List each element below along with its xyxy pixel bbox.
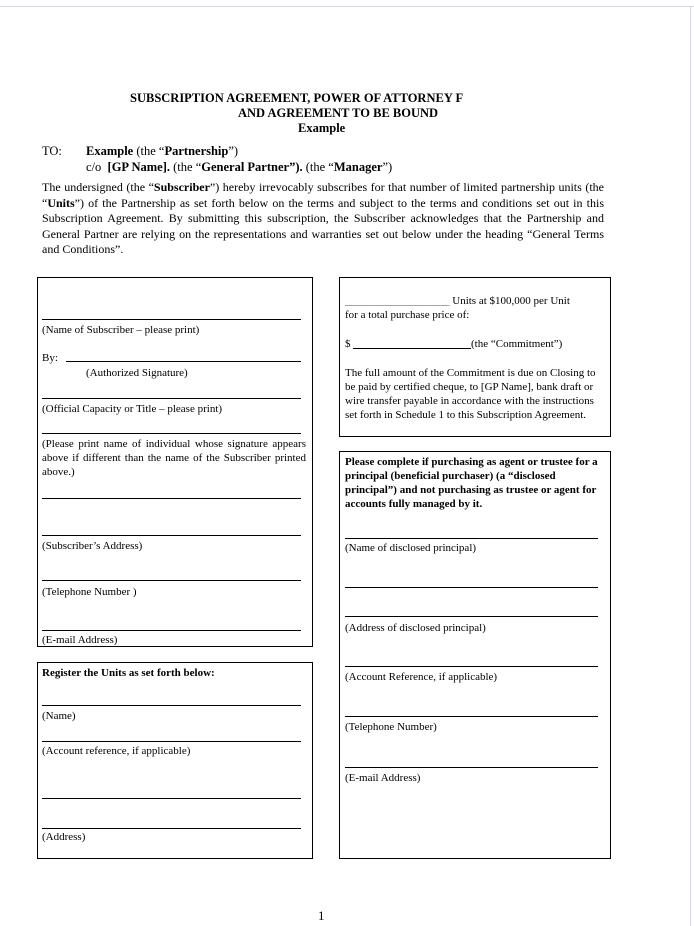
by-label: By: — [42, 352, 58, 364]
principal-account-label: (Account Reference, if applicable) — [345, 671, 498, 683]
partnership-post: ”) — [228, 144, 239, 158]
units-line — [345, 294, 570, 308]
units-text-2: for a total purchase price of: — [345, 309, 470, 321]
partnership-term: Partnership — [164, 144, 229, 158]
register-box — [37, 662, 313, 859]
principal-name-line[interactable] — [345, 538, 598, 539]
page-top-border — [0, 6, 694, 7]
principal-account-line[interactable] — [345, 666, 598, 667]
document-title — [130, 91, 490, 136]
register-heading: Register the Units as set forth below: — [42, 667, 215, 679]
partnership-name: Example — [86, 144, 134, 158]
subscriber-telephone-label: (Telephone Number ) — [42, 586, 137, 598]
mgr-term: Manager — [333, 160, 383, 174]
commitment-label: (the “Commitment”) — [471, 338, 563, 350]
principal-address-line-2[interactable] — [345, 616, 598, 617]
intro-part-2: ”) hereby irrevocably subscribes for that number of limited partnership units (the “ — [42, 180, 605, 210]
register-account-label: (Account reference, if applicable) — [42, 745, 191, 757]
principal-telephone-line[interactable] — [345, 716, 598, 717]
gp-post: ”). — [289, 160, 303, 174]
gp-pre: (the “ — [170, 160, 202, 174]
co-prefix: c/o — [86, 160, 108, 174]
register-address-line-1[interactable] — [42, 798, 301, 799]
closing-text: The full amount of the Commitment is due on Closing to be paid by certified cheque, to [GP Name], bank draft or wire transfer payable in accordance with the instructions set forth in Schedule 1 to this Subscription Agreement. — [345, 367, 596, 421]
subscriber-box — [37, 277, 313, 647]
register-address-label: (Address) — [42, 831, 86, 843]
individual-name-line[interactable] — [42, 433, 301, 434]
principal-email-label: (E-mail Address) — [345, 772, 421, 784]
principal-telephone-label: (Telephone Number) — [345, 721, 437, 733]
intro-paragraph — [42, 180, 604, 258]
mgr-pre: (the “ — [302, 160, 334, 174]
units-text: Units at $100,000 per Unit — [449, 295, 570, 307]
signature-line[interactable] — [66, 361, 301, 362]
subscriber-name-label: (Name of Subscriber – please print) — [42, 324, 200, 336]
disclosed-principal-box — [339, 451, 611, 859]
partnership-line — [86, 143, 238, 159]
gp-line — [86, 159, 392, 175]
title-line-2: AND AGREEMENT TO BE BOUND — [238, 106, 439, 120]
register-name-line[interactable] — [42, 705, 301, 706]
intro-part-3: ”) of the Partnership as set forth below on the terms and subject to the terms and conditions set out in this Subscription Agreement. By submitting this subscription, the Subscriber acknowledges that the Partnership and General Partner are relying on the representations and warranties set out below under the heading “General Terms and Conditions”. — [42, 195, 604, 257]
units-box — [339, 277, 611, 437]
units-blank[interactable]: ___________________ — [345, 295, 450, 307]
agent-heading: Please complete if purchasing as agent or trustee for a principal (beneficial purchaser) (a “disclosed principal”) and not purchasing as trustee or agent for accounts fully managed by it. — [345, 456, 598, 510]
mgr-post: ”) — [382, 160, 393, 174]
email-line[interactable] — [42, 630, 301, 631]
principal-name-label: (Name of disclosed principal) — [345, 542, 477, 554]
register-address-line-2[interactable] — [42, 828, 301, 829]
capacity-label: (Official Capacity or Title – please print) — [42, 403, 223, 415]
address-line-2[interactable] — [42, 535, 301, 536]
individual-note: (Please print name of individual whose signature appears above if different than the name of the Subscriber printed above.) — [42, 438, 306, 478]
principal-address-line-1[interactable] — [345, 587, 598, 588]
register-name-label: (Name) — [42, 710, 76, 722]
telephone-line[interactable] — [42, 580, 301, 581]
subscriber-address-label: (Subscriber’s Address) — [42, 540, 143, 552]
subscriber-name-line[interactable] — [42, 319, 301, 320]
title-line-3: Example — [298, 121, 346, 135]
title-line-1: SUBSCRIPTION AGREEMENT, POWER OF ATTORNEY F — [130, 91, 464, 105]
address-line-1[interactable] — [42, 498, 301, 499]
signature-label: (Authorized Signature) — [86, 367, 188, 379]
gp-term: General Partner — [201, 160, 290, 174]
commitment-line[interactable] — [353, 348, 471, 349]
subscriber-email-label: (E-mail Address) — [42, 634, 118, 646]
intro-units-term: Units — [47, 195, 75, 210]
principal-address-label: (Address of disclosed principal) — [345, 622, 486, 634]
to-label: TO: — [42, 144, 62, 158]
capacity-line[interactable] — [42, 398, 301, 399]
partnership-pre: (the “ — [133, 144, 165, 158]
register-account-line[interactable] — [42, 741, 301, 742]
dollar-sign: $ — [345, 338, 351, 350]
intro-subscriber-term: Subscriber — [153, 180, 210, 194]
principal-email-line[interactable] — [345, 767, 598, 768]
page-right-border — [690, 6, 691, 926]
gp-name: [GP Name]. — [107, 160, 171, 174]
intro-part-1: The undersigned (the “ — [42, 180, 154, 194]
page-number: 1 — [318, 908, 325, 923]
